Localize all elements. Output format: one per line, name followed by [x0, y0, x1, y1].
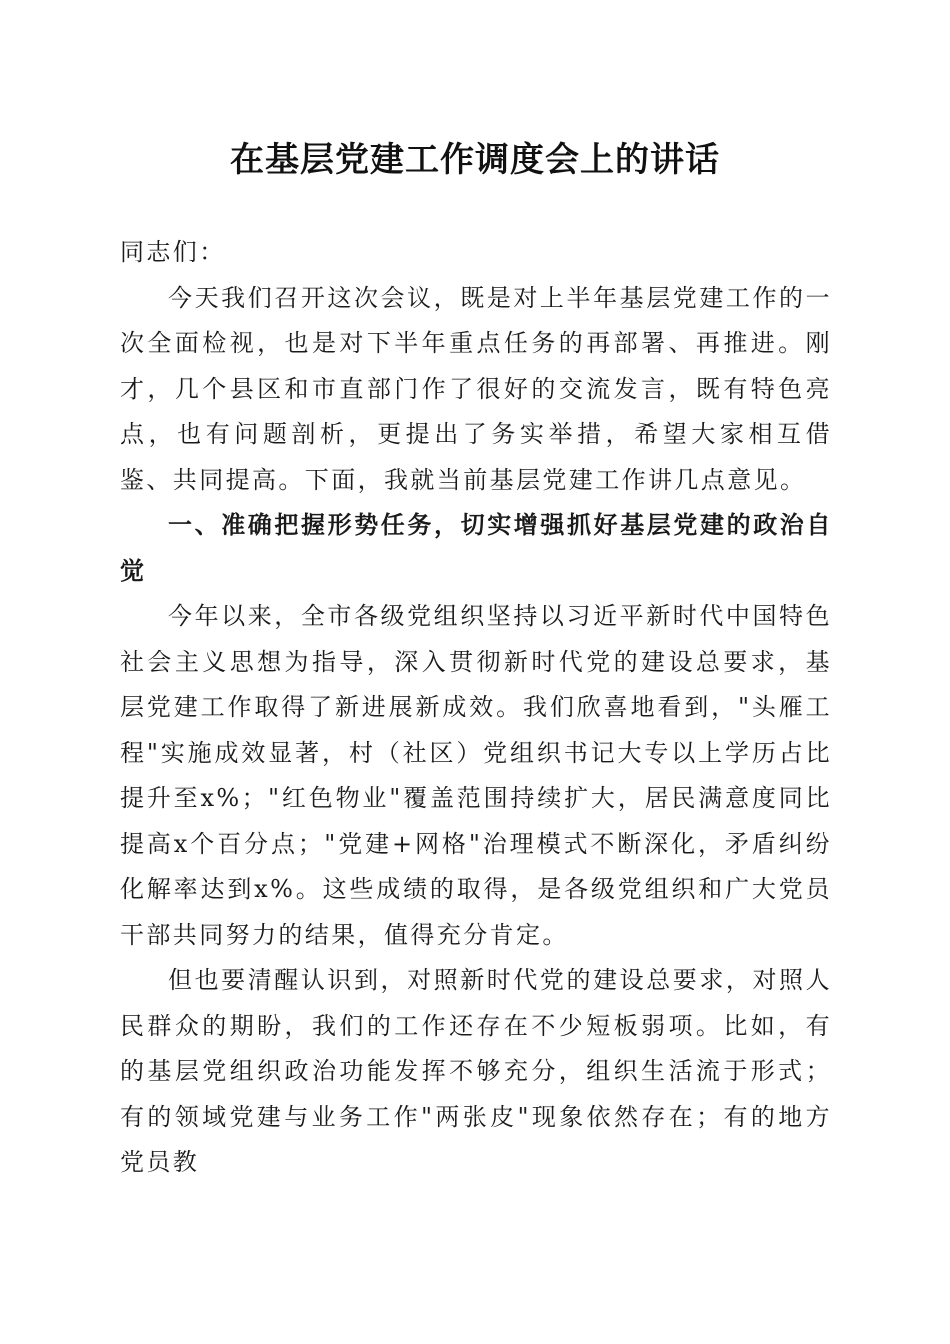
- intro-paragraph: 今天我们召开这次会议，既是对上半年基层党建工作的一次全面检视，也是对下半年重点任务的再部署、再推进。刚才，几个县区和市直部门作了很好的交流发言，既有特色亮点，也有问题剖析，更提出了务实举措，希望大家相互借鉴、共同提高。下面，我就当前基层党建工作讲几点意见。: [120, 283, 832, 494]
- document-body: [120, 230, 832, 1186]
- section-paragraph-1: 今年以来，全市各级党组织坚持以习近平新时代中国特色社会主义思想为指导，深入贯彻新时代党的建设总要求，基层党建工作取得了新进展新成效。我们欣喜地看到，"头雁工程"实施成效显著，村（社区）党组织书记大专以上学历占比提升至x%；"红色物业"覆盖范围持续扩大，居民满意度同比提高x个百分点；"党建+网格"治理模式不断深化，矛盾纠纷化解率达到x%。这些成绩的取得，是各级党组织和广大党员干部共同努力的结果，值得充分肯定。: [120, 602, 832, 949]
- salutation: 同志们：: [120, 238, 226, 266]
- section-paragraph-2: 但也要清醒认识到，对照新时代党的建设总要求，对照人民群众的期盼，我们的工作还存在不少短板弱项。比如，有的基层党组织政治功能发挥不够充分，组织生活流于形式；有的领域党建与业务工作"两张皮"现象依然存在；有的地方党员教: [120, 966, 832, 1176]
- section-heading: 一、准确把握形势任务，切实增强抓好基层党建的政治自觉: [120, 511, 832, 585]
- document-title: 在基层党建工作调度会上的讲话: [230, 140, 720, 180]
